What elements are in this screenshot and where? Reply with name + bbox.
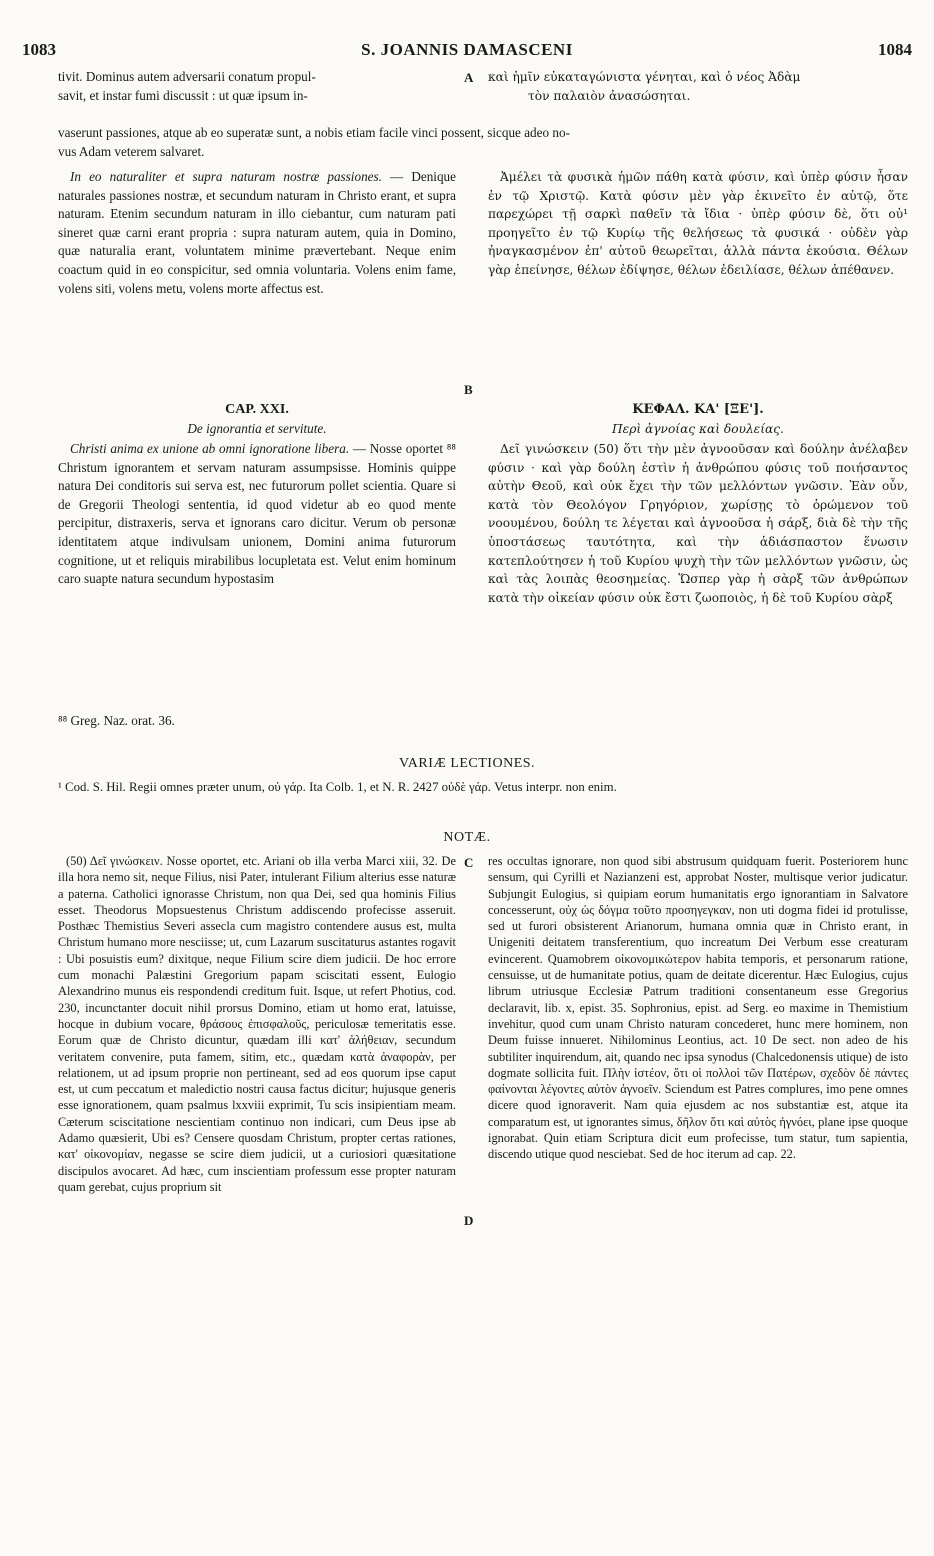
running-title: S. JOANNIS DAMASCENI (361, 40, 573, 59)
variae-heading: VARIÆ LECTIONES. (398, 756, 536, 771)
latin-column (58, 68, 456, 105)
page-number-left: 1083 (22, 40, 56, 59)
greek-main (488, 168, 908, 280)
latin-main (58, 168, 456, 298)
greek-paragraph: Δεῖ γινώσκειν (50) ὅτι τὴν μὲν ἀγνοοῦσαν καὶ δούλην ἀνέλαβεν φύσιν · καὶ γὰρ δούλη ἐστὶν ἡ ἀνθρώπου φύσις τοῦ ποιήσαντος αὐτὴν Θεοῦ, καὶ οὐκ ἔχει τὴν τῶν μελλόντων γνῶσιν. Ἐὰν οὖν, κατὰ τὸν Θεολόγον Γρηγόριον, χωρίσῃς τὸ ὁρώμενον τοῦ νοουμένου, δούλη τε λέγεται καὶ ἀγνοοῦσα ἡ σάρξ, διὰ δὲ τὴν τῆς ὑποστάσεως ταυτότητα, καὶ τὴν ἀδιάσπαστον ἕνωσιν κατεπλούτησεν ἡ τοῦ Κυρίου ψυχὴ τὴν τῶν μελλόντων γνῶσιν, ὡς καὶ τὰς λοιπὰς θεοσημείας. Ὥσπερ γὰρ ἡ σὰρξ τῶν ἀνθρώπων κατὰ τὴν οἰκείαν φύσιν οὐκ ἔστι ζωοποιὸς, ἡ δὲ τοῦ Κυρίου σὰρξ (488, 442, 908, 605)
notae-heading: NOTÆ. (443, 830, 491, 845)
greek-line: καὶ ἡμῖν εὐκαταγώνιστα γένηται, καὶ ὁ νέος Ἀδὰμ (488, 70, 801, 84)
latin-body: — Nosse oportet ⁸⁸ Christum ignorantem et servam naturam assumpsisse. Hominis quippe natura Dei conditoris sui serva est, nec futurorum pollet scientia. Quare si de Gregorii Theologi sententia, id quod videtur ab eo quod mente percipitur, distraxeris, serva et ignorans caro dicitur. Verum ob personæ identitatem atque indivulsam unionem, Domini anima futurorum cognitione, ut et reliquis mirabilibus locupletata est. Velut enim hominum caro suapte natura secundum hypostasim (58, 441, 456, 587)
latin-line: savit, et instar fumi discussit : ut quæ ipsum in- (58, 87, 308, 103)
latin-paragraph (58, 440, 456, 589)
margin-marker-a: A (464, 70, 474, 85)
margin-marker-d: D (464, 1213, 474, 1228)
greek-line: τὸν παλαιὸν ἀνασώσηται. (528, 88, 691, 103)
variae-text: ¹ Cod. S. Hil. Regii omnes præter unum, οὐ γάρ. Ita Colb. 1, et N. R. 2427 οὐδὲ γάρ. Vetus interpr. non enim. (58, 780, 617, 794)
spanning-text (58, 124, 908, 143)
latin-continuation (58, 143, 456, 162)
chapter-title-latin: De ignorantia et servitute. (187, 421, 327, 436)
chapter-heading-latin: CAP. XXI. (225, 402, 289, 417)
chapter-heading-greek: ΚΕΦΑΛ. ΚΑ' [ΞΕ']. (632, 402, 764, 417)
latin-rubric: Christi anima ex unione ab omni ignoratione libera. (70, 441, 350, 456)
notae-left-column (58, 853, 456, 1195)
page-header (22, 40, 912, 68)
notae-right-column (488, 853, 908, 1163)
margin-marker-b: B (464, 382, 473, 397)
footnote: ⁸⁸ Greg. Naz. orat. 36. (58, 713, 175, 728)
latin-line-span: vaserunt passiones, atque ab eo superatæ sunt, a nobis etiam facile vinci possent, sicque adeo no- (58, 125, 570, 140)
greek-chapter-body (488, 440, 908, 607)
latin-line: tivit. Dominus autem adversarii conatum propul- (58, 69, 316, 84)
latin-body: — Denique naturales passiones nostræ, et secundum naturam in Christo erant, et supra naturam. Etenim secundum naturam in illo ciebantur, cum naturam pati sineret quæ carni erant propria : supra naturam autem, quia in Domino, quæ naturalia erant, voluntatem minime prævertebant. Neque enim coactum quid in eo conspicitur, sed omnia voluntaria. Volens enim fame, volens siti, volens metu, volens morte affectus est. (58, 169, 456, 296)
latin-rubric: In eo naturaliter et supra naturam nostræ passiones. (70, 169, 382, 184)
latin-line: vus Adam veterem salvaret. (58, 144, 205, 159)
latin-paragraph (58, 168, 456, 298)
greek-column-top (488, 68, 908, 105)
greek-paragraph: Ἀμέλει τὰ φυσικὰ ἡμῶν πάθη κατὰ φύσιν, καὶ ὑπὲρ φύσιν ἦσαν ἐν τῷ Χριστῷ. Κατὰ φύσιν μὲν γὰρ ἐκινεῖτο ἐν αὐτῷ, ὅτε παρεχώρει τῇ σαρκὶ παθεῖν τὰ ἴδια · ὑπὲρ φύσιν δὲ, ὅτι οὐ¹ προηγεῖτο ἐν τῷ Κυρίῳ τῆς θελήσεως τὰ φυσικά · οὐδὲν γὰρ ἠναγκασμένον ἐπ' αὐτοῦ θεωρεῖται, ἀλλὰ πάντα ἑκούσια. Θέλων γὰρ ἐπείνησε, θέλων ἐδίψησε, θέλων ἐδειλίασε, θέλων ἀπέθανεν. (488, 170, 908, 277)
latin-chapter-body (58, 440, 456, 589)
margin-marker-c: C (464, 855, 474, 870)
chapter-title-greek: Περὶ ἀγνοίας καὶ δουλείας. (612, 422, 784, 436)
page-number-right: 1084 (878, 40, 912, 59)
notae-left-text: (50) Δεῖ γινώσκειν. Nosse oportet, etc. Ariani ob illa verba Marci xiii, 32. De illa hora nemo sit, neque Filius, nisi Pater, intulerant Filium alterius esse naturæ a paterna. Catholici ignorasse Christum, non qua Dei, sed qua hominis Filius esset. Theodorus Mopsuestenus Christum addiscendo profecisse asseruit. Posthæc Themistius Severi asseclа cum magistro contendere ausus est, multa Christum humano more nesciisse; ut, cum Lazarum suscitaturus astantes rogavit : Ubi posuistis eum? dixitque, neque Filium scire diem judicii. De hoc errore cum monachi Palæstini Gregorium papam sciscitati essent, Eulogio Alexandrino munus eis respondendi creditum fuit. Isque, ut refert Photius, cod. 230, incunctanter docuit nihil prorsus Domino, etiam ut homo erat, latuisse, hocque in dubium vocare, θράσους ἐπισφαλοῦς, periculosæ temeritatis esse. Eorum quæ de Christo dicuntur, quædam illi κατ' ἀλήθειαν, secundum veritatem convenire, puta famem, sitim, etc., quædam κατὰ ἀναφορὰν, per relationem, ut ad ipsum proprie non pertineant, sed ad eos quorum ipse caput est, ut cum peccatum et maledictio nostri causa factus dicitur; hujusque generis esse ignorationem, quam psalmus lxxviii exprimit, Tu scis insipientiam meam. Cæterum sciscitatione nescientiam continuo non indicari, cum Deus ipse ab Adamo quæsierit, Ubi es? Censere quosdam Christum, propter certas rationes, κατ' οἰκονομίαν, negasse se scire diem judicii, ut a curiosiori quæsitatione discipulos avocaret. Ad hæc, cum inscientiam professum esse propter naturam quam gerebat, cujus proprium sit (58, 854, 456, 1194)
notae-right-text: res occultas ignorare, non quod sibi abstrusum quidquam fuerit. Posteriorem hunc sensum, qui Cyrilli et Nazianzeni est, approbat Noster, multisque verior judicatur. Subjungit Eulogius, si quipiam eorum humanitatis ergo ignorantiam in Salvatore concesserunt, οὐχ ὡς δόγμα τοῦτο προσηγεγκαν, non uti dogma fidei id protulisse, sed ut furori obsisterent Arianorum, humana omnia quæ in Christo erant, in Unigeniti deitatem transferentium, quo increatum Dei Verbum esse creaturam evincerent. Quamobrem οἰκονομικώτερον habita temporis, et personarum ratione, censuisse, ut de humanitate potius, quam de deitate dicerentur. Hæc Eulogius, cujus librum utriusque Ecclesiæ Patrum traditioni consentaneum esse Gregorius declaravit, lib. x, epist. 35. Sophronius, epist. ad Serg. eo maxime in Themistium invehitur, quod cum unam Christo naturam concederet, hunc mere hominem, non Deum fuisse innueret. Nihilominus Leontius, act. 10 De sect. non adeo de his subtiliter inquirendum, ait, quando nec ipsa synodus (Chalcedonensis utique) de isto dogmate sollicita fuit. Πλὴν ἰστέον, ὅτι οἱ πολλοὶ τῶν Πατέρων, σχεδὸν δὲ πάντες φαίνονται λέγοντες αὐτὸν ἀγνοεῖν. Sciendum est Patres complures, imo pene omnes dicere quod ignoraverit. Nam quia ejusdem ac nos substantiæ est, atque ita comparatum est, ut ignorantes simus, δῆλον ὅτι καὶ αὐτὸς ἠγνόει, plane ipse quoque ignorabat. Quin etiam Scriptura dicit eum profecisse, tum statur, tum sapientia, discendo utique quod nesciebat. Sed de hoc iterum ad cap. 22. (488, 854, 908, 1162)
